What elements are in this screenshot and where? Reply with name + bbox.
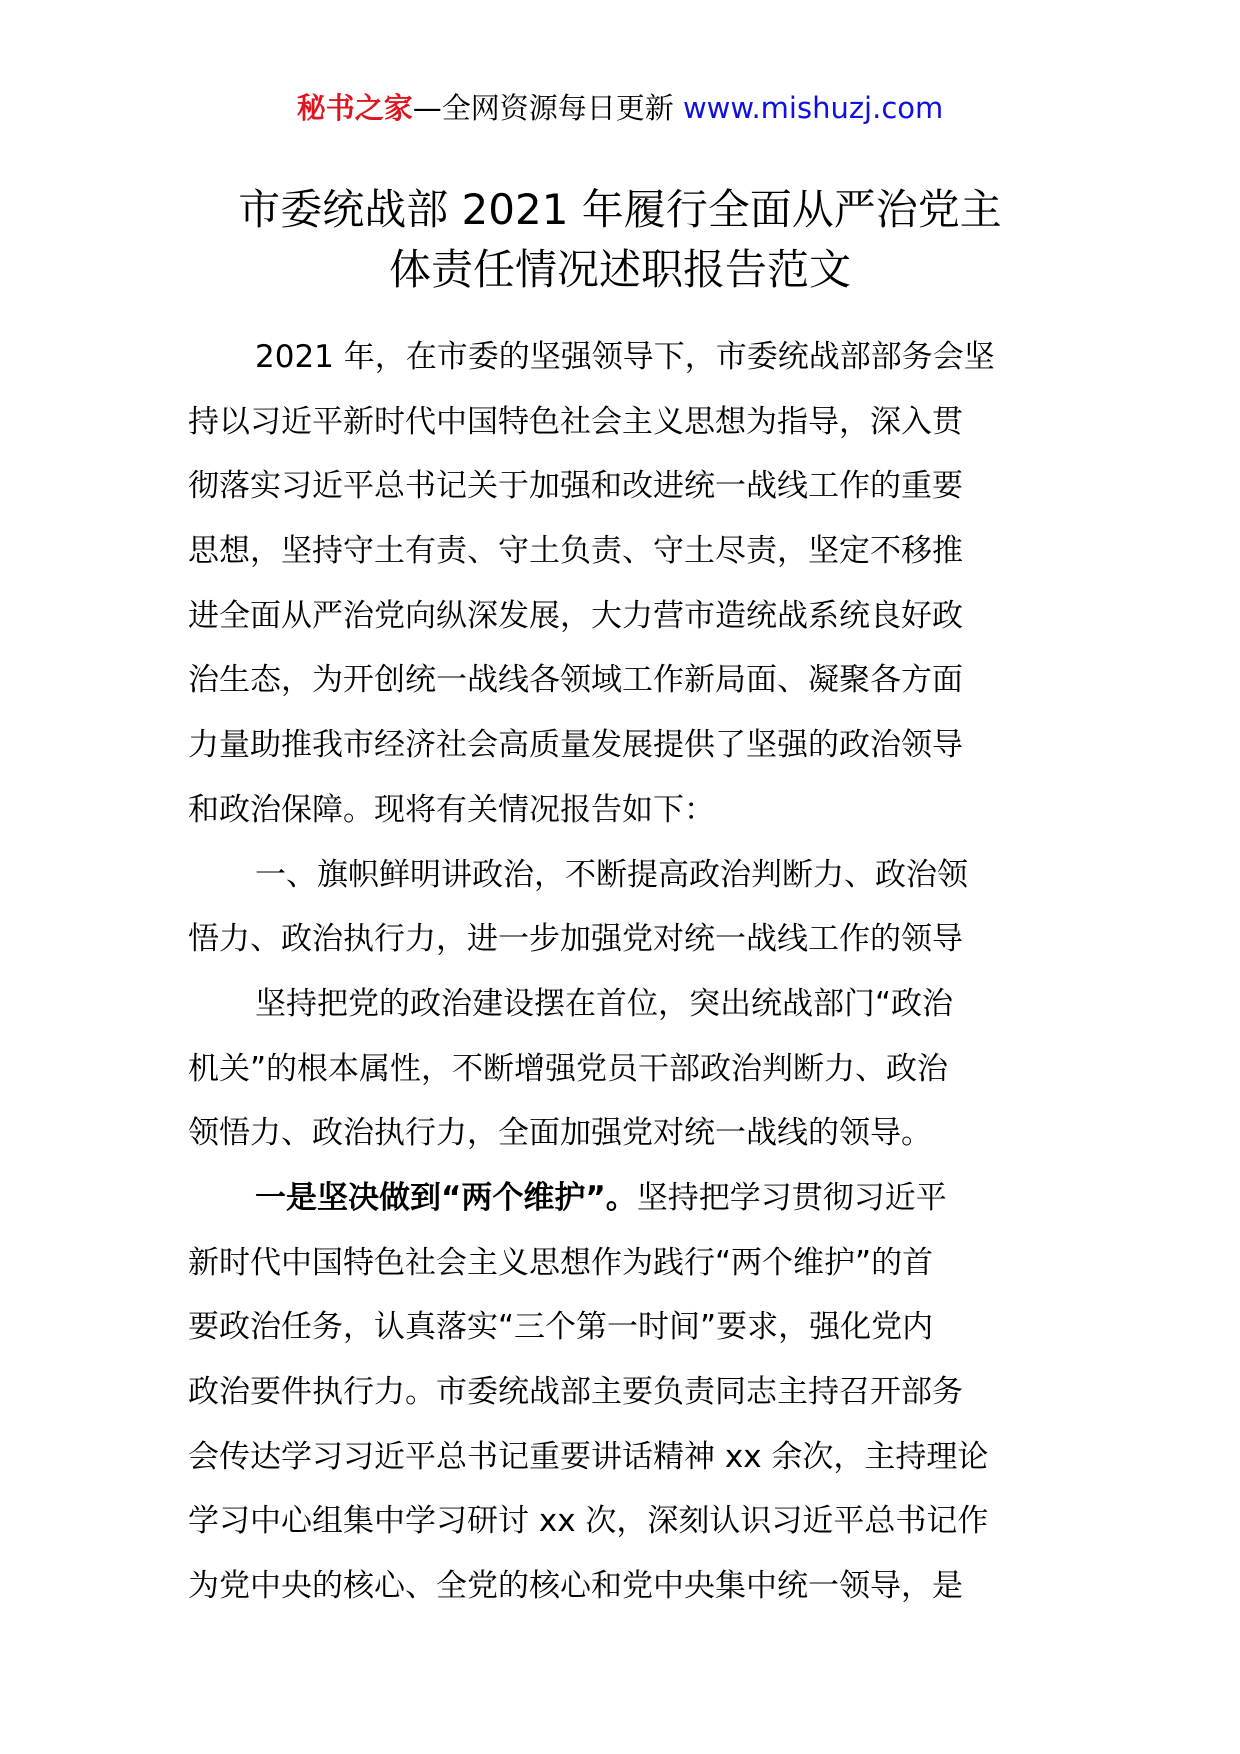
paragraph-line: 彻落实习近平总书记关于加强和改进统一战线工作的重要	[188, 468, 963, 505]
paragraph-line: 力量助推我市经济社会高质量发展提供了坚强的政治领导	[188, 727, 963, 764]
paragraph-line: 进全面从严治党向纵深发展，大力营市造统战系统良好政	[188, 597, 963, 634]
paragraph-line: 持以习近平新时代中国特色社会主义思想为指导，深入贯	[188, 403, 963, 440]
paragraph-line-rest: 坚持把学习贯彻习近平	[636, 1179, 947, 1216]
paragraph-line: 坚持把党的政治建设摆在首位，突出统战部门“政治	[255, 985, 954, 1022]
paragraph-line: 2021 年，在市委的坚强领导下，市委统战部部务会坚	[255, 339, 995, 375]
site-header	[0, 88, 1240, 128]
document-body	[188, 325, 1068, 1619]
title-line-2: 体责任情况述职报告范文	[388, 245, 851, 294]
paragraph-line: 为党中央的核心、全党的核心和党中央集中统一领导，是	[188, 1568, 963, 1605]
document-title	[150, 180, 1090, 300]
paragraph-line: 新时代中国特色社会主义思想作为践行“两个维护”的首	[188, 1244, 934, 1281]
paragraph-line: 和政治保障。现将有关情况报告如下：	[188, 791, 715, 828]
paragraph-line	[188, 1166, 1068, 1231]
paragraph-line: 政治要件执行力。市委统战部主要负责同志主持召开部务	[188, 1374, 963, 1410]
site-url-link[interactable]: www.mishuzj.com	[682, 91, 944, 125]
header-tagline: —全网资源每日更新	[412, 91, 683, 125]
paragraph-line: 治生态，为开创统一战线各领域工作新局面、凝聚各方面	[188, 662, 963, 699]
paragraph-line: 会传达学习习近平总书记重要讲话精神 xx 余次，主持理论	[188, 1438, 989, 1475]
bold-lead-phrase: 一是坚决做到“两个维护”。	[255, 1179, 637, 1216]
brand-name: 秘书之家	[296, 91, 413, 125]
paragraph-line: 思想，坚持守土有责、守土负责、守土尽责，坚定不移推	[188, 533, 963, 570]
section-heading-line: 悟力、政治执行力，进一步加强党对统一战线工作的领导	[188, 921, 963, 958]
paragraph-line: 领悟力、政治执行力，全面加强党对统一战线的领导。	[188, 1115, 932, 1152]
section-heading-line: 一、旗帜鲜明讲政治，不断提高政治判断力、政治领	[255, 856, 968, 893]
paragraph-line: 要政治任务，认真落实“三个第一时间”要求，强化党内	[188, 1309, 934, 1346]
paragraph-line: 机关”的根本属性，不断增强党员干部政治判断力、政治	[188, 1050, 949, 1087]
paragraph-line: 学习中心组集中学习研讨 xx 次，深刻认识习近平总书记作	[188, 1503, 989, 1540]
title-line-1: 市委统战部 2021 年履行全面从严治党主	[238, 185, 1002, 234]
